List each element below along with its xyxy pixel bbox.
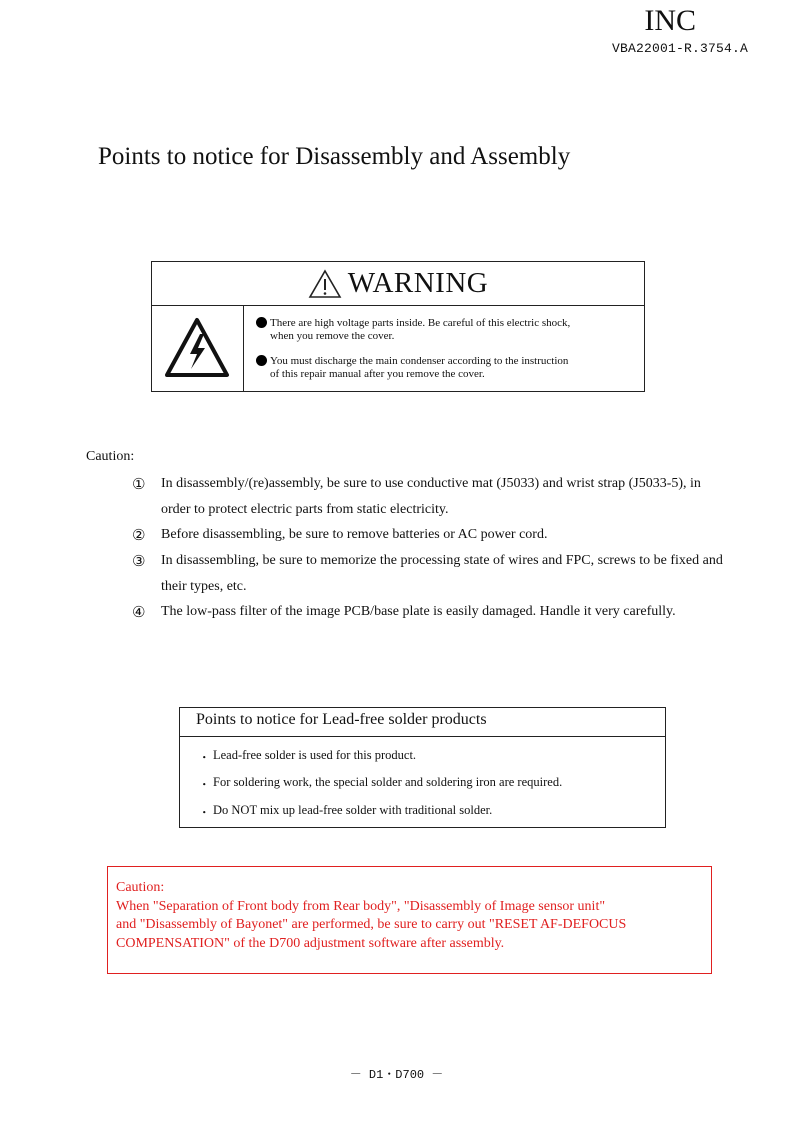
caution-item-number: ④: [132, 603, 146, 621]
warning-heading: [152, 262, 644, 306]
lead-free-heading-text: Points to notice for Lead-free solder products: [196, 711, 487, 728]
lead-free-item-text: Do NOT mix up lead-free solder with traditional solder.: [213, 803, 493, 817]
lead-free-item-text: Lead-free solder is used for this product.: [213, 748, 417, 762]
lead-free-heading: [180, 708, 665, 737]
page-number: － D1・D700 －: [349, 1068, 444, 1082]
warning-heading-text: WARNING: [347, 267, 489, 299]
caution-item-number: ①: [132, 475, 146, 493]
page-title: Points to notice for Disassembly and Assembly: [98, 143, 571, 170]
caution-item-text: Before disassembling, be sure to remove batteries or AC power cord.: [161, 527, 548, 542]
caution-item-number: ③: [132, 552, 146, 570]
warning-bullet-text: You must discharge the main condenser according to the instruction of this repair manual after you remove the cover.: [270, 355, 569, 380]
caution-label: Caution:: [86, 449, 135, 464]
warning-bullet-text: There are high voltage parts inside. Be careful of this electric shock, when you remove the cover.: [270, 317, 571, 342]
high-voltage-warning-icon: [164, 317, 230, 379]
lead-free-item-text: For soldering work, the special solder and soldering iron are required.: [213, 775, 563, 789]
document-code: VBA22001-R.3754.A: [611, 41, 748, 56]
caution-item-text: In disassembling, be sure to memorize the processing state of wires and FPC, screws to be fixed and their types, etc.: [161, 553, 723, 594]
warning-box: [151, 261, 645, 392]
caution-item-text: In disassembly/(re)assembly, be sure to use conductive mat (J5033) and wrist strap (J5033-5), in order to protect electric parts from static electricity.: [161, 476, 701, 517]
bullet-dot-icon: [256, 317, 267, 328]
caution-item-text: The low-pass filter of the image PCB/base plate is easily damaged. Handle it very carefully.: [161, 604, 676, 619]
red-caution-box: [107, 866, 712, 974]
bullet-icon: ・: [198, 778, 211, 792]
red-caution-text: Caution: When "Separation of Front body from Rear body", "Disassembly of Image sensor unit" and "Disassembly of Bayonet" are performed, be sure to carry out "RESET AF-DEFOCUS COMPENSATION" of the D700 adjustment software after assembly.: [116, 880, 627, 951]
bullet-icon: ・: [198, 806, 211, 820]
lead-free-notice-box: [179, 707, 666, 828]
bullet-icon: ・: [198, 751, 211, 765]
bullet-dot-icon: [256, 355, 267, 366]
warning-icon-cell: [152, 306, 244, 391]
caution-item-number: ②: [132, 526, 146, 544]
brand-name: INC: [644, 4, 696, 37]
warning-triangle-icon: [308, 269, 342, 299]
